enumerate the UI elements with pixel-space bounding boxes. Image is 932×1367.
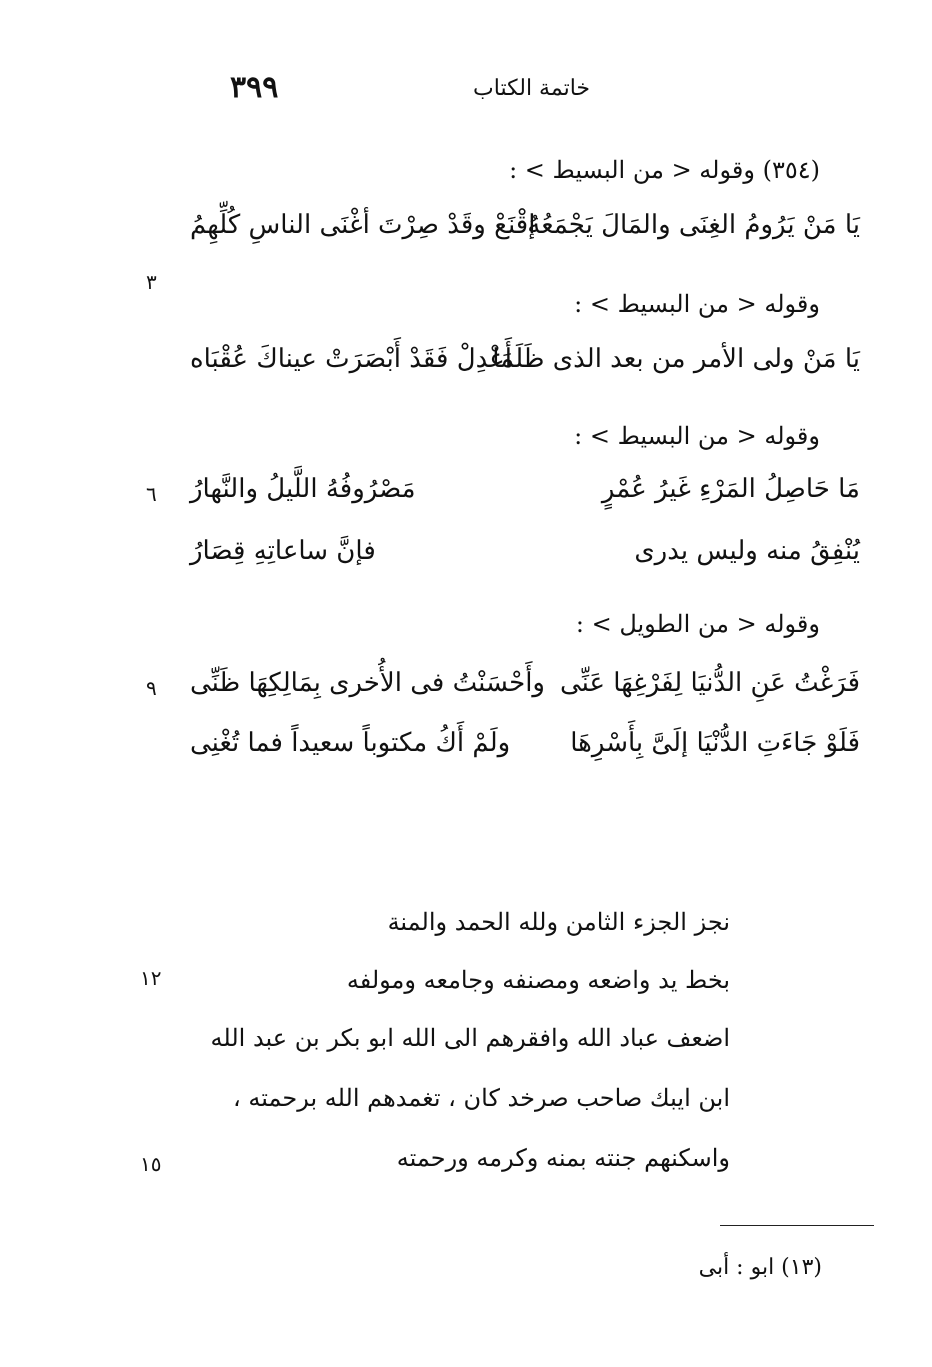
poem-intro: وقوله < من البسيط > : [574,290,820,318]
verse-first-hemistich: مَا حَاصِلُ المَرْءِ غَيرُ عُمْرٍ [601,474,860,504]
page-number: ٣٩٩ [230,70,279,105]
line-number: ٦ [146,482,157,506]
footnote: (١٣) ابو : أبى [698,1255,822,1280]
verse-line [190,728,860,778]
running-title: خاتمة الكتاب [473,76,590,101]
line-number: ٩ [146,676,157,700]
verse-line [190,536,860,586]
verse-line [190,668,860,718]
verse-first-hemistich: يُنْفِقُ منه وليس يدرى [634,536,860,566]
verse-line [190,474,860,524]
verse-first-hemistich: فَرَغْتُ عَنِ الدُّنيَا لِفَرْغِهَا عَنِّى [559,668,860,698]
verse-second-hemistich: إقْنَعْ وقَدْ صِرْتَ أغْنَى الناسِ كُلِّهِمُ [190,210,536,240]
line-number: ١٥ [140,1152,162,1176]
page-header [220,70,600,110]
verse-line [190,210,860,260]
verse-second-hemistich: أَعْدِلْ فَقَدْ أَبْصَرَتْ عيناكَ عُقْبَاه [190,344,513,374]
poem-intro: وقوله < من البسيط > : [574,422,820,450]
poem-intro: (٣٥٤) وقوله < من البسيط > : [509,156,820,184]
colophon-line: بخط يد واضعه ومصنفه وجامعه ومولفه [346,966,730,994]
colophon-line: نجز الجزء الثامن ولله الحمد والمنة [387,908,730,936]
line-number: ١٢ [140,966,162,990]
line-number: ٣ [146,270,157,294]
verse-first-hemistich: يَا مَنْ ولى الأمر من بعد الذى ظَلَمَا [492,344,860,374]
verse-line [190,344,860,394]
footnote-rule [720,1225,874,1226]
verse-second-hemistich: مَصْرُوفُهُ اللَّيلُ والنَّهارُ [190,474,416,504]
verse-second-hemistich: ولَمْ أَكُ مكتوباً سعيداً فما تُغْنِى [190,728,511,758]
verse-first-hemistich: فَلَوْ جَاءَتِ الدُّنْيَا إلَىَّ بِأَسْرِهَا [570,728,860,758]
colophon-line: واسكنهم جنته بمنه وكرمه ورحمته [396,1144,730,1172]
poem-intro: وقوله < من الطويل > : [575,610,820,638]
verse-second-hemistich: فإنَّ ساعاتِهِ قِصَارُ [190,536,376,566]
colophon-line: ابن ايبك صاحب صرخد كان ، تغمدهم الله برحمته ، [233,1084,730,1112]
verse-first-hemistich: يَا مَنْ يَرُومُ الغِنَى والمَالَ يَجْمَعُهُ [527,210,860,240]
verse-second-hemistich: وأَحْسَنْتُ فى الأُخرى بِمَالِكِهَا ظَنِّى [190,668,545,698]
colophon-line: اضعف عباد الله وافقرهم الى الله ابو بكر بن عبد الله [210,1024,730,1052]
